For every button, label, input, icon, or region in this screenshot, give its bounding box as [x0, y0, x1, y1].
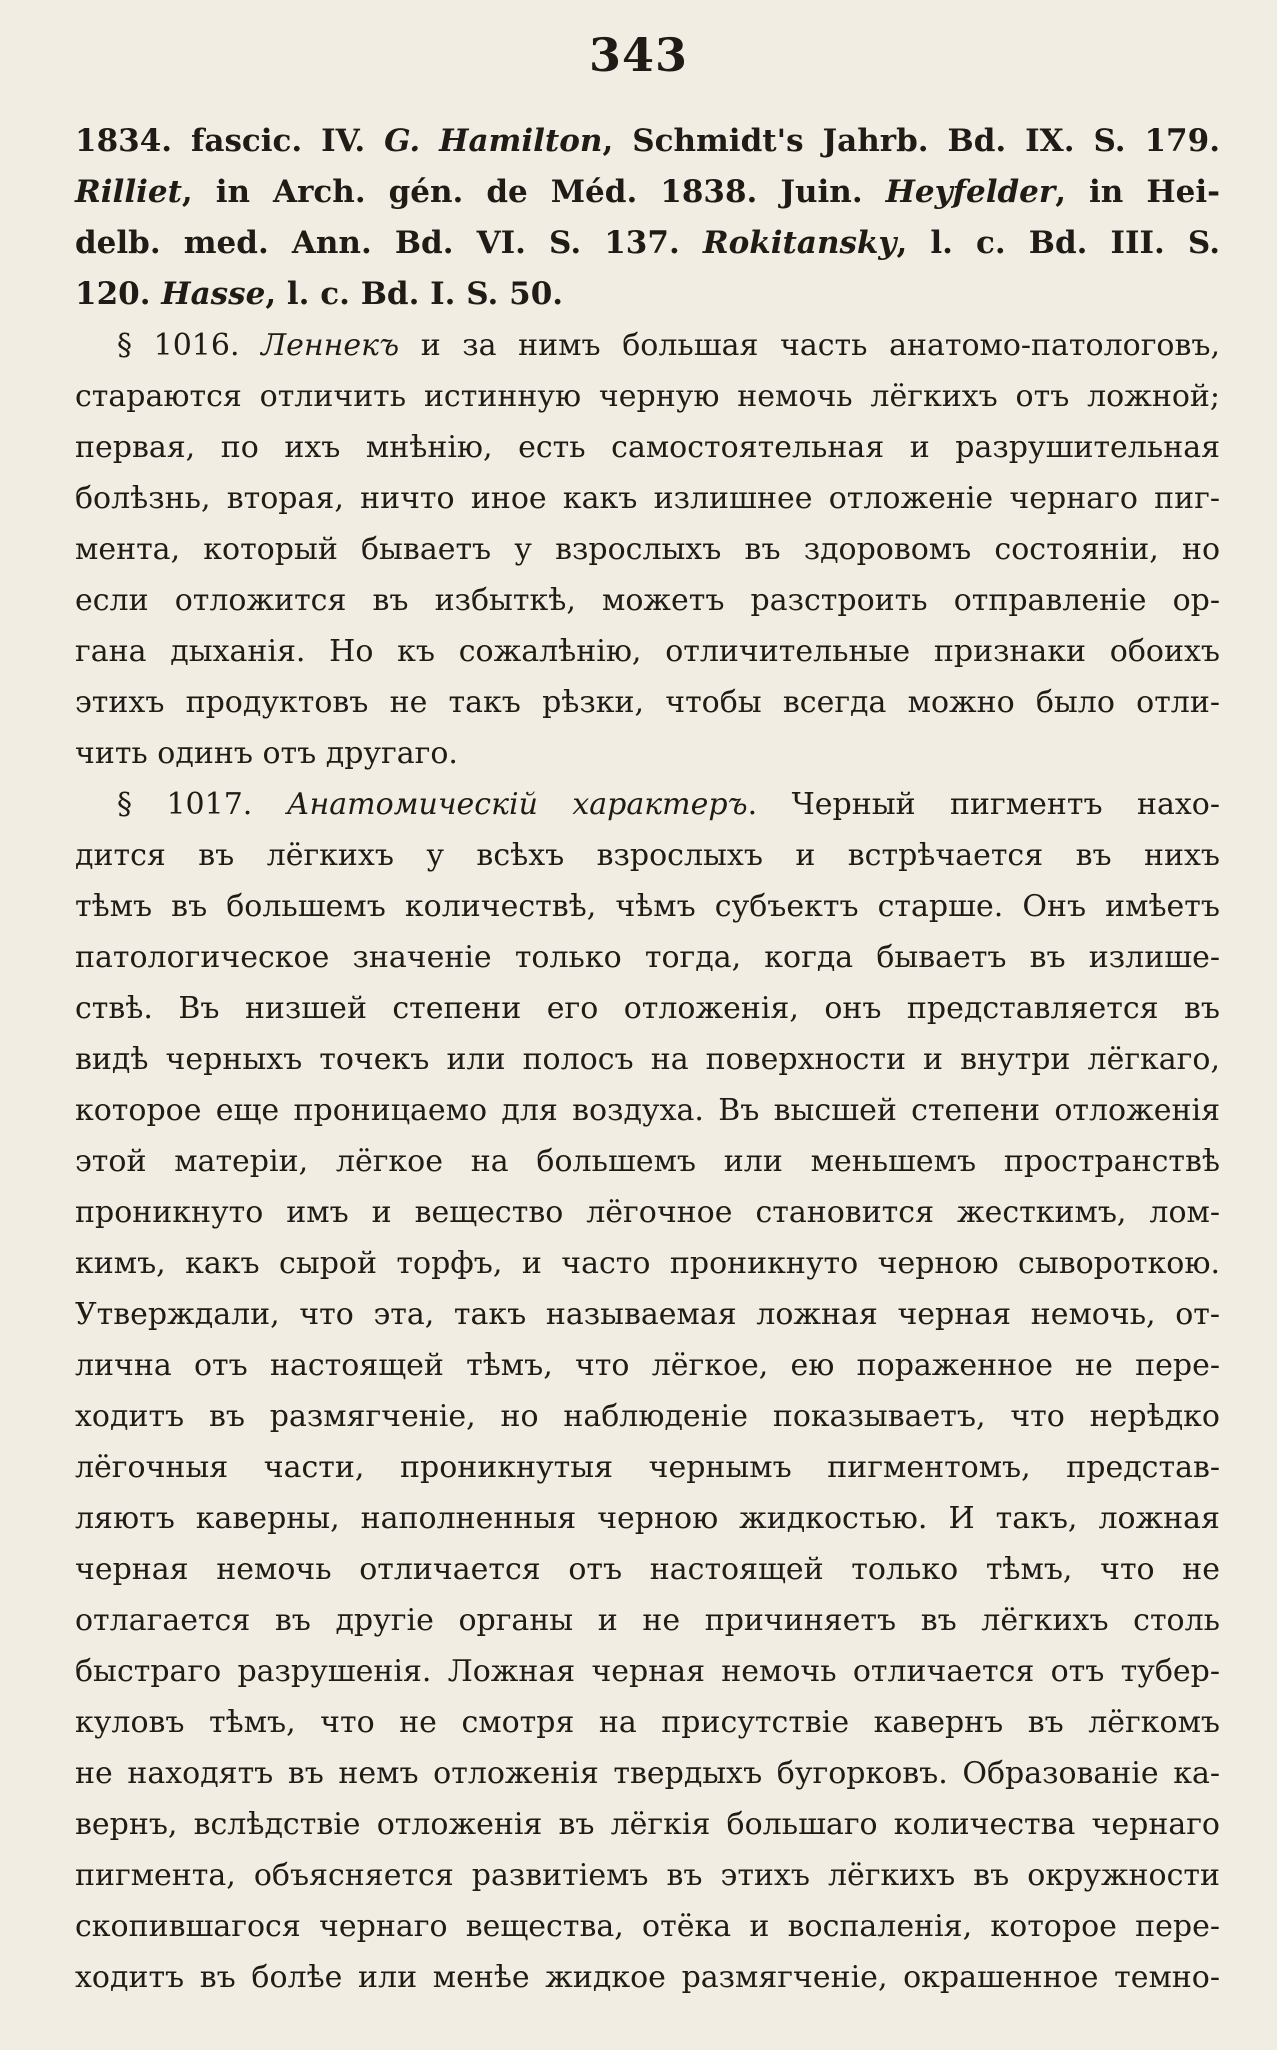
- text-line: ляютъ каверны, наполненныя черною жидкостью. И такъ, ложная: [75, 1501, 1220, 1536]
- text-line: которое еще проницаемо для воздуха. Въ высшей степени отложенія: [75, 1093, 1220, 1128]
- text-segment: , in Hei-: [1055, 174, 1220, 210]
- text-segment: и за нимъ большая часть анатомо-патологовъ,: [399, 328, 1220, 363]
- text-line: болѣзнь, вторая, ничто иное какъ излишнее отложеніе чернаго пиг-: [75, 481, 1220, 516]
- section-number: § 1017.: [117, 787, 287, 822]
- reference-line: [75, 218, 1220, 269]
- text-segment: . Черный пигментъ нахо-: [747, 787, 1220, 822]
- text-line: ходитъ въ размягченіе, но наблюденіе показываетъ, что нерѣдко: [75, 1399, 1220, 1434]
- text-line: Утверждали, что эта, такъ называемая ложная черная немочь, от-: [75, 1297, 1220, 1332]
- text-segment: 120.: [75, 276, 162, 312]
- text-line: куловъ тѣмъ, что не смотря на присутствіе кавернъ въ лёгкомъ: [75, 1705, 1220, 1740]
- text-line: черная немочь отличается отъ настоящей только тѣмъ, что не: [75, 1552, 1220, 1587]
- author-name: Rokitansky: [702, 225, 897, 261]
- author-name: Rilliet: [75, 174, 182, 210]
- author-name: G. Hamilton: [384, 123, 603, 159]
- text-line: ствѣ. Въ низшей степени его отложенія, онъ представляется въ: [75, 991, 1220, 1026]
- paragraph-1016-start: [75, 320, 1220, 371]
- text-line: пигмента, объясняется развитіемъ въ этихъ лёгкихъ въ окружности: [75, 1858, 1220, 1893]
- text-line: этихъ продуктовъ не такъ рѣзки, чтобы всегда можно было отли-: [75, 685, 1220, 720]
- text-line: стараются отличить истинную черную немочь лёгкихъ отъ ложной;: [75, 379, 1220, 414]
- text-line: гана дыханія. Но къ сожалѣнію, отличительные признаки обоихъ: [75, 634, 1220, 669]
- author-name: Леннекъ: [261, 328, 400, 363]
- text-line: первая, по ихъ мнѣнію, есть самостоятельная и разрушительная: [75, 430, 1220, 465]
- text-line: тѣмъ въ большемъ количествѣ, чѣмъ субъектъ старше. Онъ имѣетъ: [75, 889, 1220, 924]
- text-line: видѣ черныхъ точекъ или полосъ на поверхности и внутри лёгкаго,: [75, 1042, 1220, 1077]
- text-segment: , in Arch. gén. de Méd. 1838. Juin.: [181, 174, 886, 210]
- author-name: Hasse: [161, 276, 266, 312]
- paragraph-1017-start: [75, 779, 1220, 830]
- text-segment: , Schmidt's Jahrb. Bd. IX. S. 179.: [602, 123, 1220, 159]
- text-line: не находятъ въ немъ отложенія твердыхъ бугорковъ. Образованіе ка-: [75, 1756, 1220, 1791]
- text-line: лёгочныя части, проникнутыя чернымъ пигментомъ, представ-: [75, 1450, 1220, 1485]
- text-line: вернъ, вслѣдствіе отложенія въ лёгкія большаго количества чернаго: [75, 1807, 1220, 1842]
- text-line: отлагается въ другіе органы и не причиняетъ въ лёгкихъ столь: [75, 1603, 1220, 1638]
- text-line: скопившагося чернаго вещества, отёка и воспаленія, которое пере-: [75, 1909, 1220, 1944]
- reference-line: [75, 269, 1220, 320]
- text-line: этой матеріи, лёгкое на большемъ или меньшемъ пространствѣ: [75, 1144, 1220, 1179]
- text-line: кимъ, какъ сырой торфъ, и часто проникнуто черною сывороткою.: [75, 1246, 1220, 1281]
- text-line: мента, который бываетъ у взрослыхъ въ здоровомъ состояніи, но: [75, 532, 1220, 567]
- text-segment: , l. c. Bd. III. S.: [896, 225, 1220, 261]
- page-number: 343: [588, 28, 689, 82]
- text-line: патологическое значеніе только тогда, когда бываетъ въ излише-: [75, 940, 1220, 975]
- text-line: если отложится въ избыткѣ, можетъ разстроить отправленіе ор-: [75, 583, 1220, 618]
- text-line: ходитъ въ болѣе или менѣе жидкое размягченіе, окрашенное темно-: [75, 1960, 1220, 1995]
- reference-line: [75, 116, 1220, 167]
- page-body: [75, 116, 1220, 2003]
- reference-line: [75, 167, 1220, 218]
- author-name: Heyfelder: [885, 174, 1056, 210]
- text-segment: 1834. fascic. IV.: [75, 123, 385, 159]
- section-heading: Анатомическій характеръ: [286, 787, 748, 822]
- section-number: § 1016.: [117, 328, 262, 363]
- text-line: лична отъ настоящей тѣмъ, что лёгкое, ею пораженное не пере-: [75, 1348, 1220, 1383]
- text-segment: delb. med. Ann. Bd. VI. S. 137.: [75, 225, 703, 261]
- text-segment: , l. c. Bd. I. S. 50.: [265, 276, 564, 312]
- text-line: дится въ лёгкихъ у всѣхъ взрослыхъ и встрѣчается въ нихъ: [75, 838, 1220, 873]
- text-line: проникнуто имъ и вещество лёгочное становится жесткимъ, лом-: [75, 1195, 1220, 1230]
- text-line: быстраго разрушенія. Ложная черная немочь отличается отъ тубер-: [75, 1654, 1220, 1689]
- text-line: чить одинъ отъ другаго.: [75, 736, 458, 771]
